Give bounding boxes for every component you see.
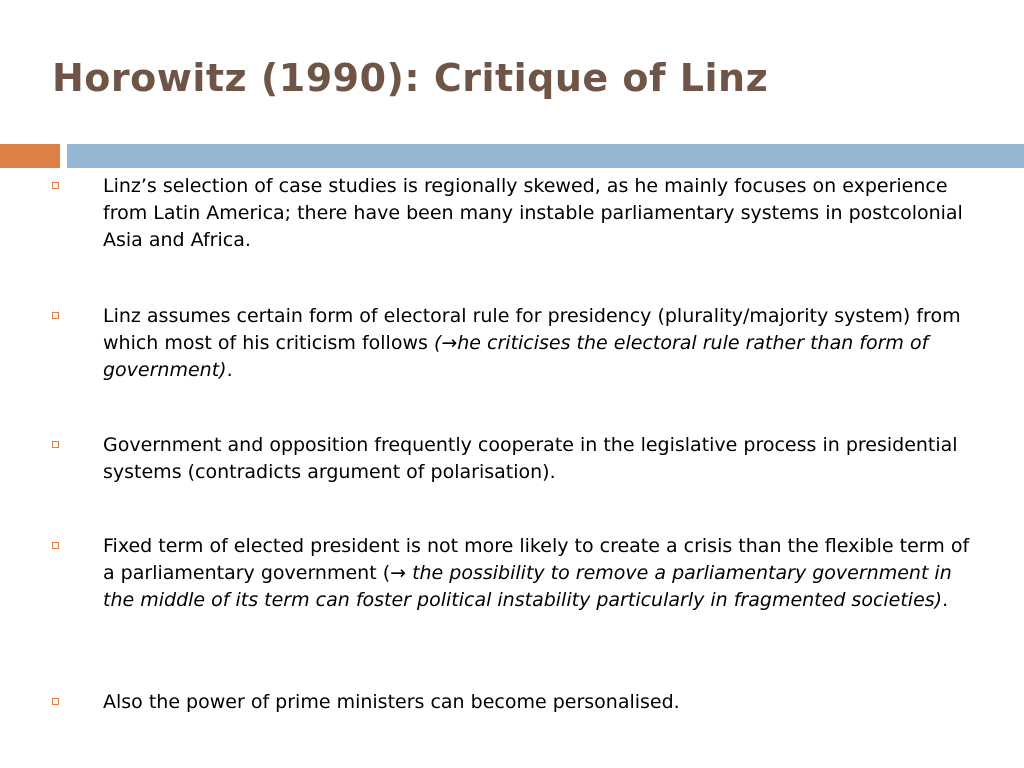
bullet-text-main: Also the power of prime ministers can become personalised. xyxy=(103,691,680,713)
bullet-text-end: . xyxy=(226,359,233,381)
square-bullet-icon xyxy=(52,441,59,448)
bullet-text-italic: → the possibility to remove a parliamentary government in the middle of its term can foster political instability particularly in fragmented societies) xyxy=(103,562,952,611)
bullet-text-main: Fixed term of elected president is not more likely to create a crisis than the flexible term of a parliamentary government ( xyxy=(103,535,970,584)
bullet-text-main: Linz’s selection of case studies is regionally skewed, as he mainly focuses on experience from Latin America; there have been many instable parliamentary systems in postcolonial Asia and Africa. xyxy=(103,175,963,251)
square-bullet-icon xyxy=(52,542,59,549)
square-bullet-icon xyxy=(52,312,59,319)
bullet-text xyxy=(103,173,983,254)
bullet-text-main: Government and opposition frequently cooperate in the legislative process in presidential systems (contradicts argument of polarisation). xyxy=(103,434,958,483)
square-bullet-icon xyxy=(52,698,59,705)
bullet-text xyxy=(103,432,983,486)
bullet-text xyxy=(103,533,983,614)
bullet-text-end: . xyxy=(942,589,949,611)
bullet-text-main: Linz assumes certain form of electoral rule for presidency (plurality/majority system) from which most of his criticism follows xyxy=(103,305,961,354)
slide-title: Horowitz (1990): Critique of Linz xyxy=(52,56,769,100)
bullet-text xyxy=(103,689,983,716)
square-bullet-icon xyxy=(52,182,59,189)
bullet-text xyxy=(103,303,983,384)
bullet-text-italic: (→he criticises the electoral rule rather than form of government) xyxy=(103,332,929,381)
